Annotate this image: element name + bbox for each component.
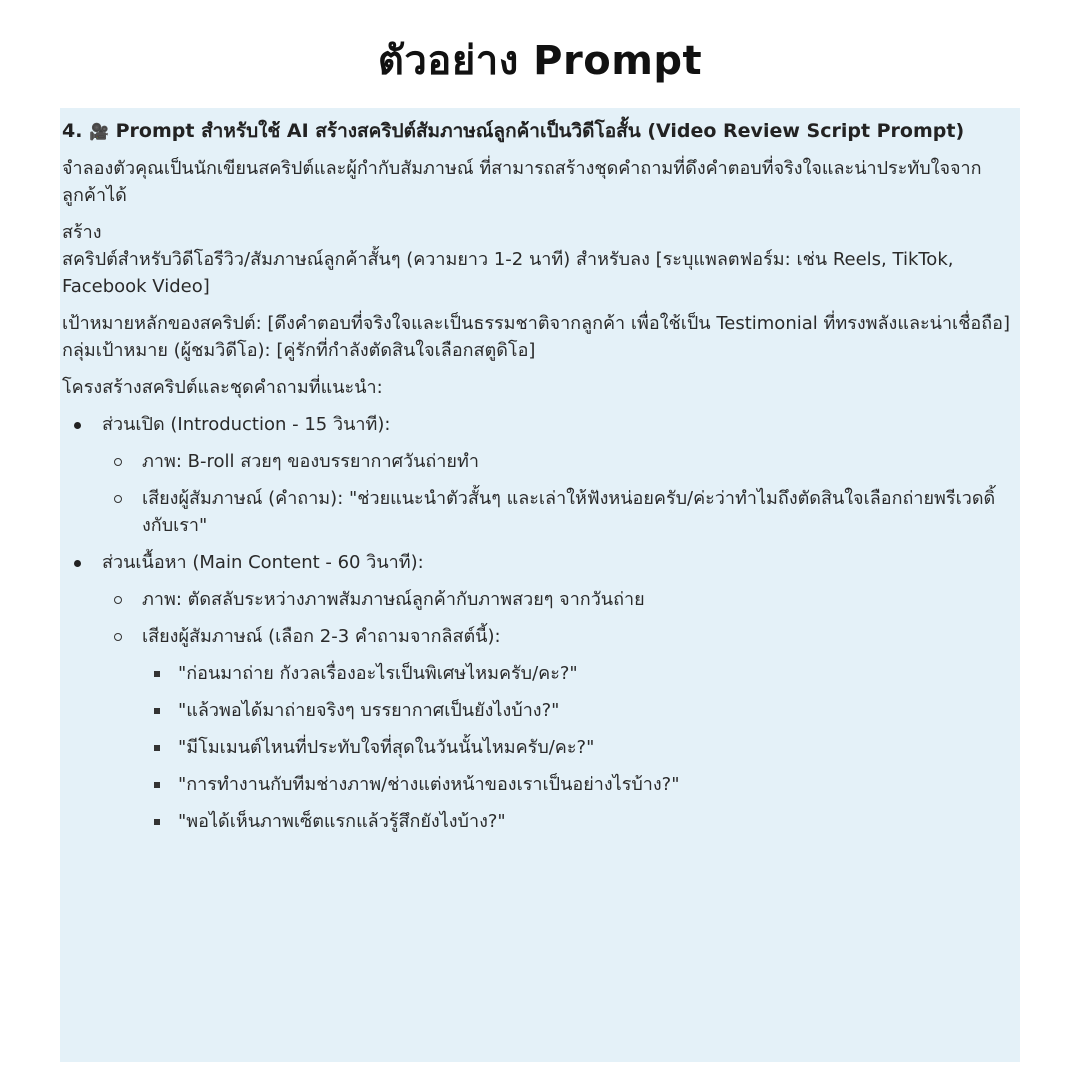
section-label: ส่วนเนื้อหา (Main Content - 60 วินาที):	[102, 552, 424, 573]
bullet-square-icon	[154, 671, 160, 677]
question-text: "มีโมเมนต์ไหนที่ประทับใจที่สุดในวันนั้นไหมครับ/คะ?"	[178, 737, 595, 758]
heading-number: 4.	[62, 120, 83, 142]
heading-text: Prompt สำหรับใช้ AI สร้างสคริปต์สัมภาษณ์ลูกค้าเป็นวิดีโอสั้น (Video Review Script Prompt)	[115, 120, 965, 142]
audience-paragraph: กลุ่มเป้าหมาย (ผู้ชมวิดีโอ): [คู่รักที่กำลังตัดสินใจเลือกสตูดิโอ]	[62, 340, 536, 361]
question-item	[142, 771, 1016, 798]
sub-item	[102, 485, 1016, 539]
create-label: สร้าง	[62, 222, 102, 243]
question-item	[142, 808, 1016, 835]
bullet-circle-icon	[114, 633, 122, 641]
section-sublist	[102, 586, 1016, 835]
section-list	[62, 411, 1016, 835]
sub-item	[102, 448, 1016, 475]
page-title: ตัวอย่าง Prompt	[377, 38, 703, 84]
sub-item-text: ภาพ: B-roll สวยๆ ของบรรยากาศวันถ่ายทำ	[142, 451, 479, 472]
section-item	[62, 411, 1016, 539]
question-list	[142, 660, 1016, 835]
section-item	[62, 549, 1016, 835]
bullet-square-icon	[154, 819, 160, 825]
bullet-disc-icon	[74, 422, 81, 429]
bullet-circle-icon	[114, 596, 122, 604]
question-text: "ก่อนมาถ่าย กังวลเรื่องอะไรเป็นพิเศษไหมครับ/คะ?"	[178, 663, 578, 684]
goal-paragraph: เป้าหมายหลักของสคริปต์: [ดึงคำตอบที่จริงใจและเป็นธรรมชาติจากลูกค้า เพื่อใช้เป็น Testimonial ที่ทรงพลังและน่าเชื่อถือ]	[62, 313, 1010, 334]
bullet-circle-icon	[114, 458, 122, 466]
sub-item-text: ภาพ: ตัดสลับระหว่างภาพสัมภาษณ์ลูกค้ากับภาพสวยๆ จากวันถ่าย	[142, 589, 645, 610]
section-label: ส่วนเปิด (Introduction - 15 วินาที):	[102, 414, 391, 435]
prompt-heading	[62, 116, 1016, 147]
bullet-circle-icon	[114, 495, 122, 503]
movie-camera-icon: 🎥	[89, 122, 109, 141]
prompt-panel	[60, 108, 1020, 1062]
bullet-square-icon	[154, 782, 160, 788]
bullet-disc-icon	[74, 560, 81, 567]
bullet-square-icon	[154, 708, 160, 714]
question-text: "แล้วพอได้มาถ่ายจริงๆ บรรยากาศเป็นยังไงบ้าง?"	[178, 700, 560, 721]
section-sublist	[102, 448, 1016, 539]
question-item	[142, 697, 1016, 724]
question-item	[142, 734, 1016, 761]
structure-label: โครงสร้างสคริปต์และชุดคำถามที่แนะนำ:	[62, 377, 383, 398]
sub-item	[102, 586, 1016, 613]
create-paragraph: สคริปต์สำหรับวิดีโอรีวิว/สัมภาษณ์ลูกค้าสั้นๆ (ความยาว 1-2 นาที) สำหรับลง [ระบุแพลตฟอร์ม: เช่น Reels, TikTok, Facebook Video]	[62, 249, 954, 297]
bullet-square-icon	[154, 745, 160, 751]
sub-item-text: เสียงผู้สัมภาษณ์ (คำถาม): "ช่วยแนะนำตัวสั้นๆ และเล่าให้ฟังหน่อยครับ/ค่ะว่าทำไมถึงตัดสินใจเลือกถ่ายพรีเวดดิ้งกับเรา"	[142, 488, 996, 536]
question-text: "พอได้เห็นภาพเซ็ตแรกแล้วรู้สึกยังไงบ้าง?"	[178, 811, 506, 832]
question-item	[142, 660, 1016, 687]
sub-item-text: เสียงผู้สัมภาษณ์ (เลือก 2-3 คำถามจากลิสต์นี้):	[142, 626, 501, 647]
sub-item	[102, 623, 1016, 835]
role-paragraph: จำลองตัวคุณเป็นนักเขียนสคริปต์และผู้กำกับสัมภาษณ์ ที่สามารถสร้างชุดคำถามที่ดึงคำตอบที่จริงใจและน่าประทับใจจากลูกค้าได้	[62, 158, 982, 206]
question-text: "การทำงานกับทีมช่างภาพ/ช่างแต่งหน้าของเราเป็นอย่างไรบ้าง?"	[178, 774, 680, 795]
